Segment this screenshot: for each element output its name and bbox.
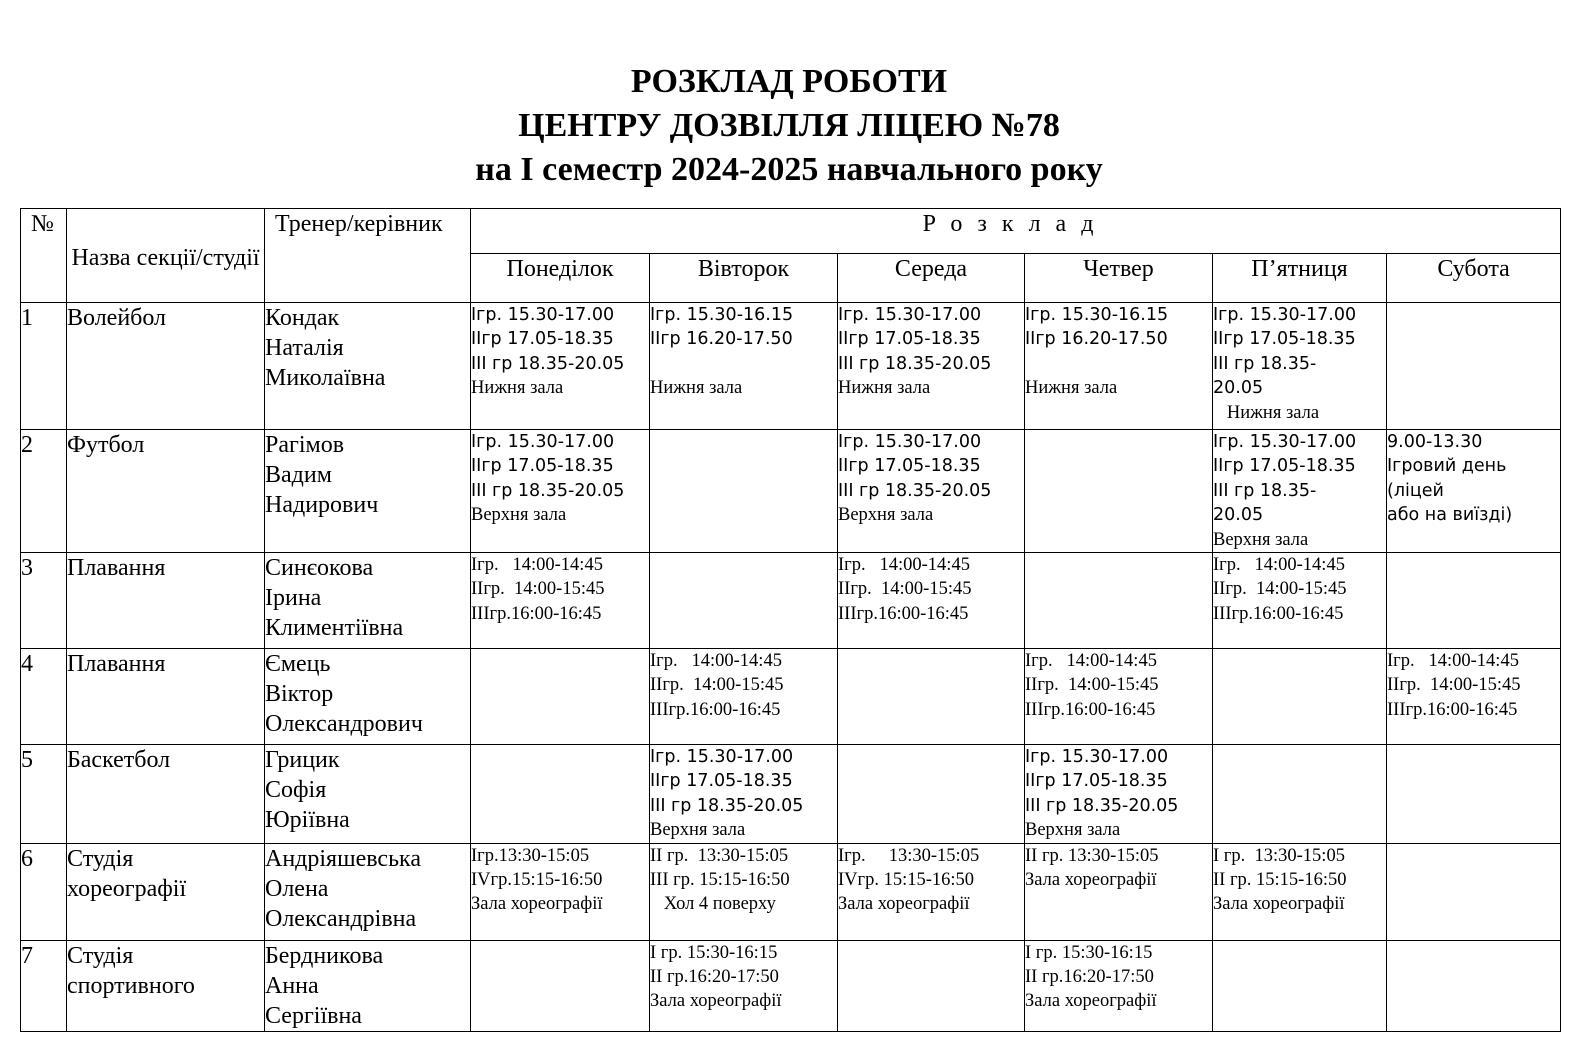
schedule-cell-tuesday (650, 649, 838, 745)
schedule-cell-saturday (1387, 745, 1561, 844)
table-row (21, 843, 1561, 940)
schedule-cell-tuesday (650, 553, 838, 649)
schedule-cell-line: Зала хореографії (1025, 870, 1157, 891)
schedule-cell-line: ІІІ гр 18.35-20.05 (1025, 795, 1179, 816)
schedule-cell-line: ІІІ гр 18.35-20.05 (650, 795, 804, 816)
schedule-cell-monday (471, 430, 650, 553)
schedule-cell-line: Ігр. 15.30-17.00 (1213, 305, 1357, 325)
coach-name (265, 940, 471, 1031)
schedule-cell-line: ІІ гр.16:20-17:50 (650, 967, 779, 988)
coach-name-line: Бердникова (265, 942, 384, 969)
schedule-cell-friday (1213, 940, 1387, 1031)
schedule-cell-saturday (1387, 430, 1561, 553)
header-day-monday: Понеділок (471, 254, 650, 303)
schedule-table (20, 208, 1561, 1032)
schedule-cell-line: 20.05 (1213, 378, 1264, 399)
coach-name (265, 430, 471, 553)
coach-name-line: Надирович (265, 492, 379, 518)
page-title (0, 60, 1578, 192)
schedule-cell-line: Ігр. 14:00-14:45 (838, 555, 970, 576)
schedule-cell-line: 20.05 (1213, 505, 1264, 526)
row-number: 6 (21, 843, 67, 940)
schedule-cell-tuesday (650, 843, 838, 940)
section-name (67, 553, 265, 649)
section-name-line: Волейбол (67, 305, 167, 331)
schedule-cell-tuesday (650, 303, 838, 430)
schedule-cell-line: ІІ гр. 15:15-16:50 (1213, 870, 1347, 891)
schedule-cell-line: ІІгр 17.05-18.35 (838, 329, 981, 350)
schedule-cell-line: ІІгр 16.20-17.50 (650, 329, 793, 350)
schedule-cell-line: ІІ гр.16:20-17:50 (1025, 967, 1154, 988)
schedule-cell-friday (1213, 430, 1387, 553)
coach-name (265, 745, 471, 844)
row-number: 2 (21, 430, 67, 553)
section-name-line: Плавання (67, 651, 166, 678)
row-number: 7 (21, 940, 67, 1031)
schedule-cell-line: ІІІ гр 18.35-20.05 (838, 353, 992, 374)
header-day-tuesday: Вівторок (650, 254, 838, 303)
schedule-cell-line: Нижня зала (1025, 378, 1118, 399)
schedule-cell-line: Зала хореографії (471, 894, 603, 915)
schedule-cell-line: (ліцей (1387, 480, 1444, 501)
schedule-cell-thursday (1025, 745, 1213, 844)
row-number: 5 (21, 745, 67, 844)
schedule-cell-line: ІІІгр.16:00-16:45 (650, 699, 781, 720)
coach-name-line: Юріївна (265, 807, 350, 834)
schedule-cell-wednesday (838, 649, 1025, 745)
schedule-cell-line: Ігр. 14:00-14:45 (1025, 651, 1157, 672)
schedule-cell-line: Хол 4 поверху (650, 894, 776, 915)
schedule-cell-line: ІІІгр.16:00-16:45 (1213, 603, 1344, 624)
coach-name-line: Софія (265, 777, 327, 804)
coach-name-line: Ємець (265, 651, 331, 678)
schedule-cell-saturday (1387, 843, 1561, 940)
schedule-cell-line: Нижня зала (650, 378, 743, 399)
row-number: 1 (21, 303, 67, 430)
schedule-cell-line: Верхня зала (471, 505, 567, 526)
schedule-cell-thursday (1025, 649, 1213, 745)
title-line-3: на І семестр 2024-2025 навчального року (475, 151, 1103, 188)
coach-name (265, 303, 471, 430)
schedule-cell-line: ІІгр. 14:00-15:45 (1213, 579, 1347, 600)
title-line-2: ЦЕНТРУ ДОЗВІЛЛЯ ЛІЦЕЮ №78 (518, 107, 1060, 144)
coach-name-line: Синєокова (265, 555, 374, 582)
schedule-cell-line: Ігр.13:30-15:05 (471, 845, 590, 866)
schedule-cell-monday (471, 745, 650, 844)
schedule-cell-line: ІІгр 17.05-18.35 (1213, 329, 1356, 350)
schedule-cell-line: Ігр. 14:00-14:45 (1387, 651, 1519, 672)
header-schedule: Розклад (471, 209, 1561, 254)
schedule-cell-line: ІІІгр.16:00-16:45 (1025, 699, 1156, 720)
schedule-cell-line: ІІгр. 14:00-15:45 (1025, 675, 1159, 696)
schedule-cell-tuesday (650, 940, 838, 1031)
schedule-cell-line (650, 352, 837, 376)
schedule-cell-line: Ігр. 15.30-16.15 (1025, 305, 1169, 325)
coach-name-line: Климентіївна (265, 615, 404, 642)
schedule-cell-saturday (1387, 940, 1561, 1031)
schedule-cell-line: Нижня зала (1213, 402, 1320, 423)
schedule-cell-line: Ігр. 14:00-14:45 (650, 651, 782, 672)
schedule-cell-line: Зала хореографії (1025, 991, 1157, 1012)
table-row (21, 940, 1561, 1031)
schedule-cell-line: IVгр. 15:15-16:50 (838, 870, 975, 891)
coach-name-line: Наталія (265, 335, 344, 361)
schedule-cell-thursday (1025, 430, 1213, 553)
schedule-cell-friday (1213, 745, 1387, 844)
header-day-thursday: Четвер (1025, 254, 1213, 303)
section-name-line: Студія (67, 942, 134, 969)
schedule-cell-line: ІІІгр.16:00-16:45 (471, 603, 602, 624)
schedule-cell-line: ІІІгр.16:00-16:45 (838, 603, 969, 624)
schedule-cell-line: Нижня зала (471, 378, 564, 399)
table-row (21, 303, 1561, 430)
row-number: 4 (21, 649, 67, 745)
schedule-cell-line: І гр. 15:30-16:15 (650, 942, 778, 963)
schedule-cell-wednesday (838, 303, 1025, 430)
schedule-cell-line: Ігр. 15.30-17.00 (471, 305, 615, 325)
schedule-cell-saturday (1387, 553, 1561, 649)
schedule-cell-line: І гр. 13:30-15:05 (1213, 845, 1345, 866)
schedule-body (21, 303, 1561, 1032)
header-number: № (21, 209, 67, 303)
schedule-cell-saturday (1387, 649, 1561, 745)
coach-name-line: Олена (265, 875, 329, 902)
schedule-cell-line: ІІ гр. 13:30-15:05 (1025, 845, 1159, 866)
schedule-cell-line: ІІгр 17.05-18.35 (650, 771, 793, 792)
schedule-cell-line: IVгр.15:15-16:50 (471, 870, 603, 891)
schedule-cell-line: або на виїзді) (1387, 505, 1513, 526)
schedule-cell-line: Ігр. 15.30-17.00 (650, 747, 794, 768)
table-row (21, 649, 1561, 745)
header-day-saturday: Субота (1387, 254, 1561, 303)
header-row-top (21, 209, 1561, 254)
section-name (67, 940, 265, 1031)
schedule-cell-line: ІІгр 17.05-18.35 (1025, 771, 1168, 792)
section-name-line: Футбол (67, 432, 145, 458)
schedule-cell-line: Верхня зала (1025, 820, 1121, 841)
schedule-cell-line: Ігр. 14:00-14:45 (471, 555, 603, 576)
schedule-cell-line: ІІгр 17.05-18.35 (1213, 456, 1356, 477)
title-line-1: РОЗКЛАД РОБОТИ (630, 63, 948, 100)
coach-name (265, 843, 471, 940)
schedule-cell-thursday (1025, 940, 1213, 1031)
schedule-cell-line: ІІІ гр 18.35-20.05 (471, 480, 625, 501)
schedule-cell-line: Верхня зала (1213, 529, 1309, 550)
schedule-cell-line: Ігр. 15.30-16.15 (650, 305, 794, 325)
schedule-cell-monday (471, 553, 650, 649)
schedule-cell-monday (471, 303, 650, 430)
coach-name-line: Віктор (265, 681, 334, 708)
schedule-cell-thursday (1025, 843, 1213, 940)
coach-name (265, 553, 471, 649)
section-name (67, 843, 265, 940)
schedule-cell-tuesday (650, 430, 838, 553)
schedule-cell-line: Ігр. 13:30-15:05 (838, 845, 980, 866)
schedule-cell-line: ІІгр 17.05-18.35 (471, 329, 614, 350)
schedule-cell-line: ІІгр. 14:00-15:45 (1387, 675, 1521, 696)
schedule-cell-line: ІІІ гр 18.35-20.05 (838, 480, 992, 501)
coach-name-line: Грицик (265, 747, 340, 774)
schedule-cell-line: Ігр. 14:00-14:45 (1213, 555, 1345, 576)
header-day-friday: П’ятниця (1213, 254, 1387, 303)
coach-name (265, 649, 471, 745)
schedule-cell-friday (1213, 553, 1387, 649)
schedule-cell-wednesday (838, 843, 1025, 940)
coach-name-line: Миколаївна (265, 365, 386, 391)
schedule-cell-line: Ігр. 15.30-17.00 (1213, 432, 1357, 452)
schedule-cell-wednesday (838, 430, 1025, 553)
schedule-cell-line: ІІгр. 14:00-15:45 (838, 579, 972, 600)
schedule-cell-line: Верхня зала (650, 820, 746, 841)
schedule-cell-line: ІІІ гр 18.35-20.05 (471, 353, 625, 374)
section-name-line: хореографії (67, 875, 187, 902)
table-row (21, 745, 1561, 844)
header-day-wednesday: Середа (838, 254, 1025, 303)
schedule-cell-line: ІІгр 17.05-18.35 (471, 456, 614, 477)
section-name (67, 745, 265, 844)
table-row (21, 430, 1561, 553)
schedule-cell-line: ІІгр 16.20-17.50 (1025, 329, 1168, 350)
schedule-cell-line: 9.00-13.30 (1387, 432, 1483, 452)
schedule-cell-line: Зала хореографії (838, 894, 970, 915)
schedule-cell-line: ІІгр. 14:00-15:45 (471, 579, 605, 600)
row-number: 3 (21, 553, 67, 649)
schedule-cell-line: ІІгр. 14:00-15:45 (650, 675, 784, 696)
section-name (67, 430, 265, 553)
coach-name-line: Анна (265, 972, 319, 999)
schedule-cell-monday (471, 940, 650, 1031)
header-coach: Тренер/керівник (265, 209, 471, 303)
schedule-cell-wednesday (838, 553, 1025, 649)
table-row (21, 553, 1561, 649)
coach-name-line: Сергіївна (265, 1002, 362, 1029)
coach-name-line: Ірина (265, 585, 322, 612)
schedule-cell-wednesday (838, 745, 1025, 844)
section-name-line: Баскетбол (67, 747, 171, 774)
coach-name-line: Андріяшевська (265, 845, 421, 872)
schedule-cell-line: Зала хореографії (1213, 894, 1345, 915)
schedule-cell-line: ІІІ гр 18.35- (1213, 480, 1317, 501)
schedule-cell-thursday (1025, 303, 1213, 430)
section-name (67, 303, 265, 430)
schedule-cell-monday (471, 843, 650, 940)
schedule-cell-saturday (1387, 303, 1561, 430)
coach-name-line: Рагімов (265, 432, 345, 458)
coach-name-line: Олександрівна (265, 905, 417, 932)
schedule-cell-line: Верхня зала (838, 505, 934, 526)
schedule-cell-line: Ігр. 15.30-17.00 (838, 305, 982, 325)
schedule-cell-wednesday (838, 940, 1025, 1031)
schedule-cell-line: ІІІгр.16:00-16:45 (1387, 699, 1518, 720)
schedule-cell-line: Ігр. 15.30-17.00 (471, 432, 615, 452)
header-section: Назва секції/студії (67, 209, 265, 303)
schedule-cell-line: ІІІ гр 18.35- (1213, 353, 1317, 374)
schedule-cell-friday (1213, 843, 1387, 940)
section-name-line: Студія (67, 845, 134, 872)
schedule-cell-line: ІІІ гр. 15:15-16:50 (650, 870, 790, 891)
coach-name-line: Кондак (265, 305, 340, 331)
schedule-cell-line: Ігр. 15.30-17.00 (838, 432, 982, 452)
section-name-line: Плавання (67, 555, 166, 582)
schedule-cell-line: Нижня зала (838, 378, 931, 399)
schedule-cell-line: Зала хореографії (650, 991, 782, 1012)
coach-name-line: Олександрович (265, 711, 423, 738)
schedule-cell-line: І гр. 15:30-16:15 (1025, 942, 1153, 963)
schedule-cell-line: Ігровий день (1387, 456, 1507, 477)
schedule-cell-line (1025, 352, 1212, 376)
section-name-line: спортивного (67, 972, 195, 999)
schedule-cell-tuesday (650, 745, 838, 844)
schedule-cell-friday (1213, 303, 1387, 430)
schedule-cell-thursday (1025, 553, 1213, 649)
schedule-cell-line: Ігр. 15.30-17.00 (1025, 747, 1169, 768)
section-name (67, 649, 265, 745)
schedule-cell-monday (471, 649, 650, 745)
schedule-cell-friday (1213, 649, 1387, 745)
coach-name-line: Вадим (265, 462, 332, 488)
schedule-cell-line: ІІ гр. 13:30-15:05 (650, 845, 789, 866)
schedule-cell-line: ІІгр 17.05-18.35 (838, 456, 981, 477)
